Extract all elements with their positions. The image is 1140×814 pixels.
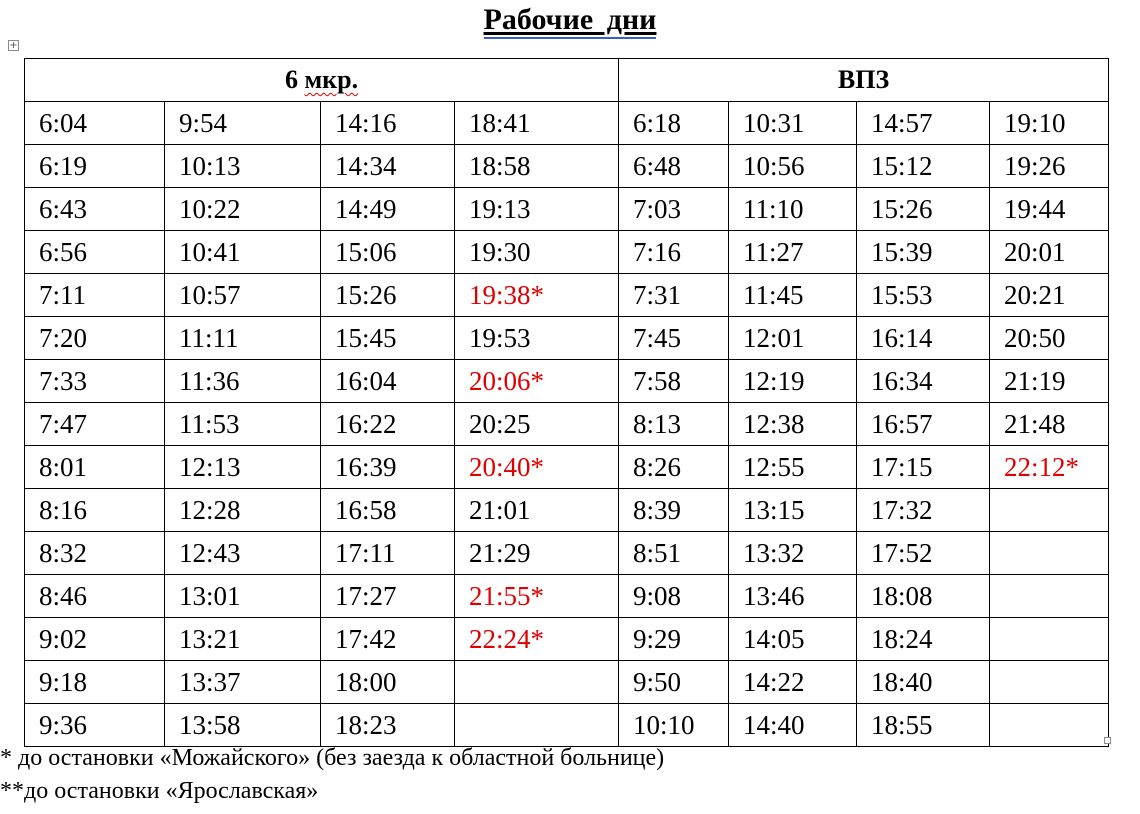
table-row — [25, 446, 1109, 489]
table-cell: 12:01 — [729, 317, 857, 360]
table-cell — [990, 489, 1109, 532]
table-cell: 8:39 — [619, 489, 729, 532]
table-cell: 15:39 — [857, 231, 990, 274]
table-cell: 13:15 — [729, 489, 857, 532]
table-cell: 13:46 — [729, 575, 857, 618]
table-cell: 11:53 — [165, 403, 321, 446]
table-body — [25, 102, 1109, 747]
table-cell: 8:16 — [25, 489, 165, 532]
table-cell: 15:06 — [321, 231, 455, 274]
table-cell: 7:33 — [25, 360, 165, 403]
table-cell: 16:04 — [321, 360, 455, 403]
table-row — [25, 188, 1109, 231]
schedule-table — [24, 58, 1109, 747]
table-row — [25, 145, 1109, 188]
table-row — [25, 102, 1109, 145]
table-cell: 10:22 — [165, 188, 321, 231]
table-cell: 17:52 — [857, 532, 990, 575]
table-cell: 15:12 — [857, 145, 990, 188]
table-cell: 19:38* — [455, 274, 619, 317]
table-cell: 11:27 — [729, 231, 857, 274]
table-cell: 19:44 — [990, 188, 1109, 231]
table-cell: 14:49 — [321, 188, 455, 231]
table-cell: 6:04 — [25, 102, 165, 145]
table-cell: 14:34 — [321, 145, 455, 188]
table-row — [25, 661, 1109, 704]
table-cell: 14:57 — [857, 102, 990, 145]
table-cell: 18:23 — [321, 704, 455, 747]
table-cell — [990, 704, 1109, 747]
table-cell: 15:53 — [857, 274, 990, 317]
table-cell: 9:18 — [25, 661, 165, 704]
table-cell: 21:19 — [990, 360, 1109, 403]
table-cell: 16:58 — [321, 489, 455, 532]
table-cell: 16:22 — [321, 403, 455, 446]
table-cell: 7:16 — [619, 231, 729, 274]
table-cell: 7:47 — [25, 403, 165, 446]
table-cell: 16:39 — [321, 446, 455, 489]
table-cell: 7:31 — [619, 274, 729, 317]
header-6-mkr — [25, 59, 619, 102]
table-cell: 17:11 — [321, 532, 455, 575]
table-cell: 6:18 — [619, 102, 729, 145]
table-cell: 14:22 — [729, 661, 857, 704]
table-cell: 12:38 — [729, 403, 857, 446]
table-cell: 16:57 — [857, 403, 990, 446]
table-cell: 15:45 — [321, 317, 455, 360]
table-cell: 10:10 — [619, 704, 729, 747]
table-cell: 20:06* — [455, 360, 619, 403]
table-cell: 10:31 — [729, 102, 857, 145]
table-row — [25, 489, 1109, 532]
table-cell: 11:45 — [729, 274, 857, 317]
table-cell — [990, 618, 1109, 661]
table-cell: 12:19 — [729, 360, 857, 403]
table-cell: 10:41 — [165, 231, 321, 274]
table-header-row — [25, 59, 1109, 102]
footnote-single-asterisk: * до остановки «Можайского» (без заезда к областной больнице) — [0, 745, 665, 771]
table-cell: 11:10 — [729, 188, 857, 231]
table-cell: 6:56 — [25, 231, 165, 274]
table-cell: 21:29 — [455, 532, 619, 575]
header-6-mkr-prefix: 6 — [284, 65, 305, 94]
table-cell: 7:11 — [25, 274, 165, 317]
table-cell: 20:21 — [990, 274, 1109, 317]
table-cell: 9:36 — [25, 704, 165, 747]
table-cell: 19:26 — [990, 145, 1109, 188]
table-cell: 21:48 — [990, 403, 1109, 446]
table-cell: 13:21 — [165, 618, 321, 661]
header-vpz-label: ВПЗ — [837, 65, 890, 94]
table-row — [25, 618, 1109, 661]
table-cell: 21:01 — [455, 489, 619, 532]
table-cell: 18:55 — [857, 704, 990, 747]
table-cell: 11:11 — [165, 317, 321, 360]
table-cell — [990, 661, 1109, 704]
header-vpz — [619, 59, 1109, 102]
footnotes — [0, 742, 664, 808]
table-cell: 7:20 — [25, 317, 165, 360]
table-cell: 10:13 — [165, 145, 321, 188]
table-cell: 13:01 — [165, 575, 321, 618]
table-cell: 11:36 — [165, 360, 321, 403]
table-cell: 12:28 — [165, 489, 321, 532]
table-cell: 19:13 — [455, 188, 619, 231]
table-cell — [455, 704, 619, 747]
table-row — [25, 274, 1109, 317]
table-cell: 9:02 — [25, 618, 165, 661]
table-cell: 8:51 — [619, 532, 729, 575]
table-cell: 18:24 — [857, 618, 990, 661]
table-row — [25, 575, 1109, 618]
table-row — [25, 403, 1109, 446]
table-cell: 8:13 — [619, 403, 729, 446]
table-cell: 19:30 — [455, 231, 619, 274]
table-cell: 7:45 — [619, 317, 729, 360]
table-cell: 6:43 — [25, 188, 165, 231]
table-cell: 20:01 — [990, 231, 1109, 274]
footnote-double-asterisk: **до остановки «Ярославская» — [0, 778, 319, 804]
table-cell: 9:50 — [619, 661, 729, 704]
table-cell: 9:08 — [619, 575, 729, 618]
table-cell: 9:54 — [165, 102, 321, 145]
table-cell: 20:50 — [990, 317, 1109, 360]
table-cell: 8:46 — [25, 575, 165, 618]
table-cell: 13:32 — [729, 532, 857, 575]
table-cell: 15:26 — [321, 274, 455, 317]
table-cell: 22:12* — [990, 446, 1109, 489]
table-cell: 12:43 — [165, 532, 321, 575]
table-cell: 17:15 — [857, 446, 990, 489]
table-cell: 7:03 — [619, 188, 729, 231]
table-cell: 20:25 — [455, 403, 619, 446]
table-cell: 8:01 — [25, 446, 165, 489]
table-cell: 17:42 — [321, 618, 455, 661]
table-move-handle-icon[interactable]: + — [9, 40, 18, 51]
table-row — [25, 231, 1109, 274]
table-cell: 10:56 — [729, 145, 857, 188]
table-cell: 20:40* — [455, 446, 619, 489]
table-cell: 18:41 — [455, 102, 619, 145]
table-cell: 13:37 — [165, 661, 321, 704]
table-row — [25, 532, 1109, 575]
table-cell: 19:10 — [990, 102, 1109, 145]
table-cell: 17:32 — [857, 489, 990, 532]
page-title — [0, 2, 1140, 38]
table-cell: 22:24* — [455, 618, 619, 661]
table-cell: 13:58 — [165, 704, 321, 747]
header-6-mkr-word: мкр. — [304, 65, 359, 94]
page-title-text: Рабочие дни — [484, 3, 657, 39]
table-cell: 14:16 — [321, 102, 455, 145]
table-row — [25, 317, 1109, 360]
table-cell: 9:29 — [619, 618, 729, 661]
table-cell: 18:00 — [321, 661, 455, 704]
table-row — [25, 704, 1109, 747]
table-cell: 6:48 — [619, 145, 729, 188]
table-cell: 16:34 — [857, 360, 990, 403]
table-cell: 12:13 — [165, 446, 321, 489]
table-cell: 8:26 — [619, 446, 729, 489]
table-cell: 18:58 — [455, 145, 619, 188]
table-cell: 12:55 — [729, 446, 857, 489]
table-cell: 16:14 — [857, 317, 990, 360]
table-row — [25, 360, 1109, 403]
table-cell: 10:57 — [165, 274, 321, 317]
table-cell: 18:08 — [857, 575, 990, 618]
table-cell: 18:40 — [857, 661, 990, 704]
table-cell: 14:40 — [729, 704, 857, 747]
table-cell: 17:27 — [321, 575, 455, 618]
table-cell: 14:05 — [729, 618, 857, 661]
table-resize-handle[interactable] — [1104, 737, 1111, 744]
table-cell: 6:19 — [25, 145, 165, 188]
table-cell: 21:55* — [455, 575, 619, 618]
table-cell: 15:26 — [857, 188, 990, 231]
table-cell — [455, 661, 619, 704]
table-cell: 19:53 — [455, 317, 619, 360]
table-cell: 8:32 — [25, 532, 165, 575]
table-cell — [990, 532, 1109, 575]
table-cell — [990, 575, 1109, 618]
table-cell: 7:58 — [619, 360, 729, 403]
